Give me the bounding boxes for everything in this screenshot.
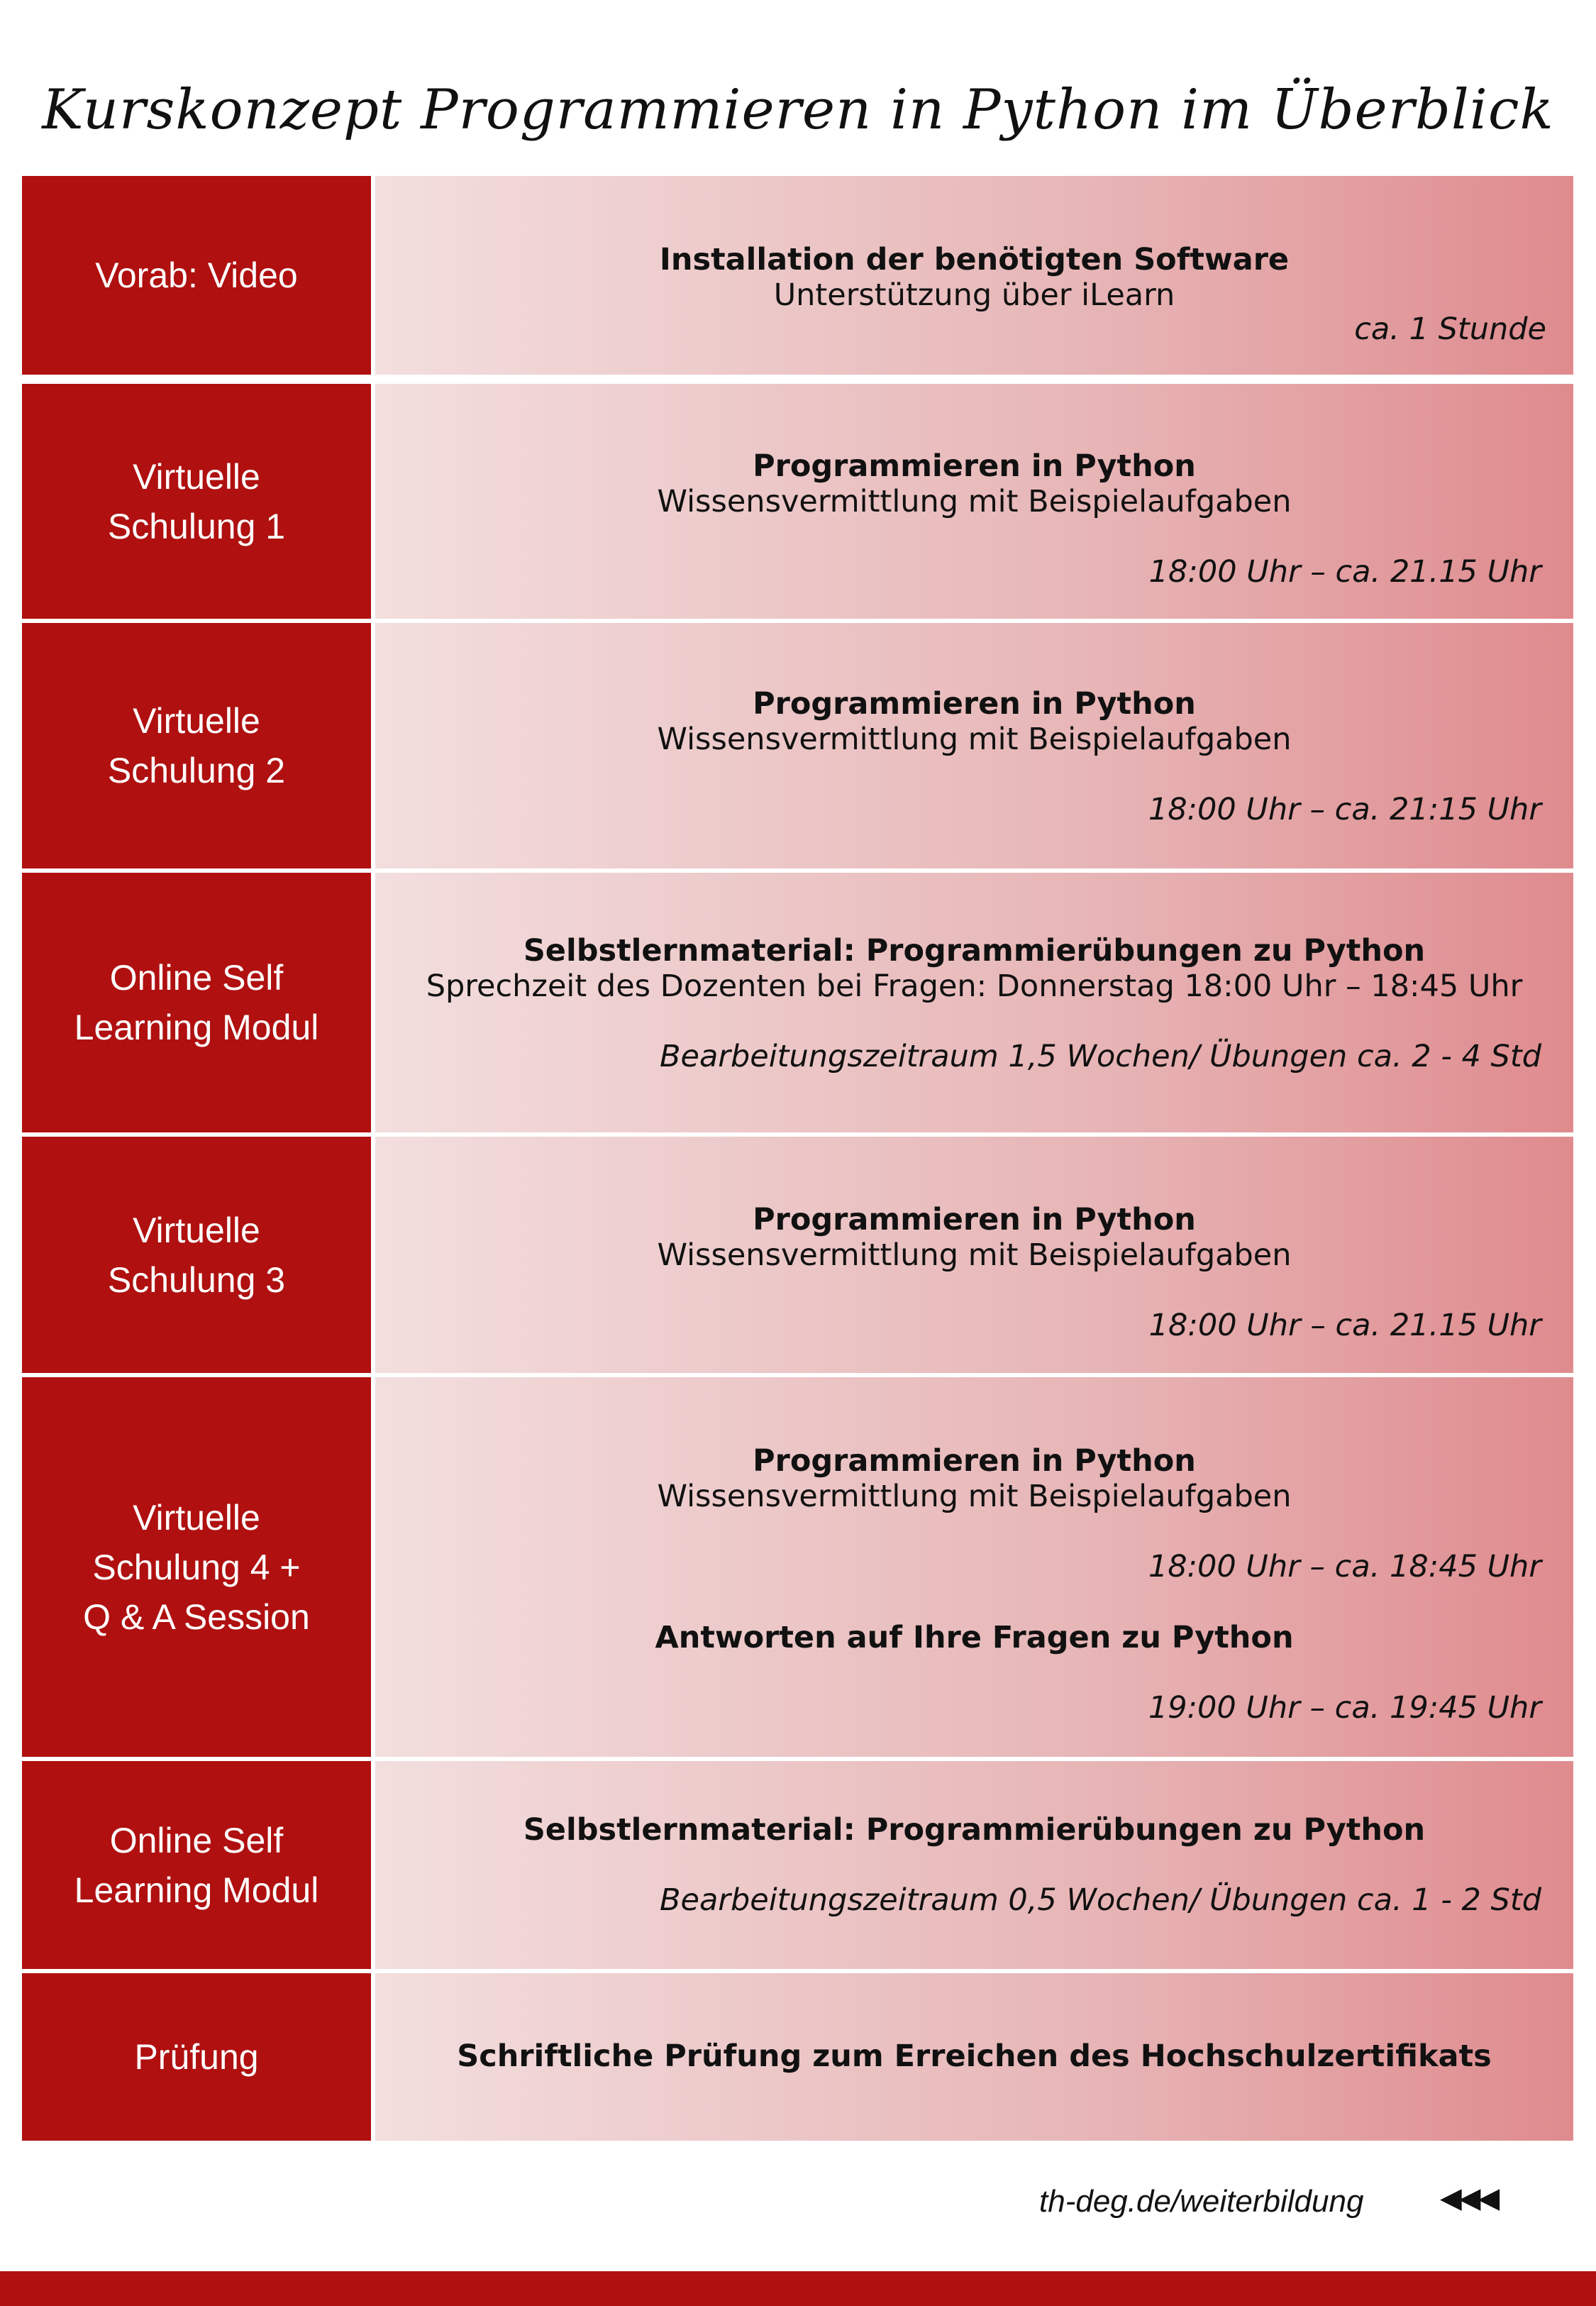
schedule-row-self-learning-2 — [22, 1761, 1573, 1969]
row-heading: Programmieren in Python — [753, 686, 1196, 722]
row-label: Virtuelle Schulung 2 — [22, 623, 371, 868]
row-subtitle: Wissensvermittlung mit Beispielaufgaben — [657, 484, 1292, 519]
row-label: Virtuelle Schulung 1 — [22, 384, 371, 619]
row-label: Prüfung — [22, 1973, 371, 2141]
row-content — [375, 1973, 1573, 2141]
row-time: ca. 1 Stunde — [1354, 311, 1546, 347]
row-time: 18:00 Uhr – ca. 21.15 Uhr — [1148, 1308, 1541, 1343]
schedule-row-schulung-1 — [22, 384, 1573, 619]
row-label: Vorab: Video — [22, 176, 371, 375]
row-label: Virtuelle Schulung 3 — [22, 1137, 371, 1373]
row-time-qa: 19:00 Uhr – ca. 19:45 Uhr — [1148, 1690, 1541, 1726]
row-label: Virtuelle Schulung 4 + Q & A Session — [22, 1377, 371, 1757]
row-subtitle: Wissensvermittlung mit Beispielaufgaben — [657, 1479, 1292, 1514]
row-content — [375, 1377, 1573, 1757]
page-title: Kurskonzept Programmieren in Python im Überblick — [42, 78, 1554, 142]
row-heading-qa: Antworten auf Ihre Fragen zu Python — [655, 1620, 1294, 1655]
bottom-accent-bar — [0, 2271, 1596, 2306]
row-heading: Programmieren in Python — [753, 1443, 1196, 1479]
row-content — [375, 623, 1573, 868]
schedule-row-self-learning-1 — [22, 873, 1573, 1132]
row-time: 18:00 Uhr – ca. 18:45 Uhr — [1148, 1549, 1541, 1584]
row-time: Bearbeitungszeitraum 1,5 Wochen/ Übungen ca. 2 - 4 Std — [659, 1039, 1541, 1074]
row-heading: Selbstlernmaterial: Programmierübungen zu Python — [523, 1812, 1426, 1848]
row-content — [375, 176, 1573, 375]
row-label: Online Self Learning Modul — [22, 873, 371, 1132]
triple-arrow-left-icon: ◀◀◀ — [1440, 2182, 1497, 2214]
row-time: Bearbeitungszeitraum 0,5 Wochen/ Übungen ca. 1 - 2 Std — [659, 1882, 1541, 1918]
schedule-row-schulung-2 — [22, 623, 1573, 868]
schedule-row-schulung-3 — [22, 1137, 1573, 1373]
row-label: Online Self Learning Modul — [22, 1761, 371, 1969]
row-content — [375, 1137, 1573, 1373]
row-time: 18:00 Uhr – ca. 21.15 Uhr — [1148, 554, 1541, 590]
schedule-row-video — [22, 176, 1573, 375]
row-heading: Programmieren in Python — [753, 448, 1196, 484]
row-content — [375, 1761, 1573, 1969]
row-heading: Schriftliche Prüfung zum Erreichen des Hochschulzertifikats — [457, 2039, 1492, 2074]
row-subtitle: Sprechzeit des Dozenten bei Fragen: Donnerstag 18:00 Uhr – 18:45 Uhr — [426, 969, 1523, 1004]
row-time: 18:00 Uhr – ca. 21:15 Uhr — [1148, 792, 1541, 827]
row-subtitle: Wissensvermittlung mit Beispielaufgaben — [657, 1237, 1292, 1273]
row-subtitle: Wissensvermittlung mit Beispielaufgaben — [657, 722, 1292, 757]
row-heading: Programmieren in Python — [753, 1202, 1196, 1237]
row-subtitle: Unterstützung über iLearn — [773, 277, 1175, 313]
footer-link[interactable]: th-deg.de/weiterbildung — [1039, 2184, 1364, 2219]
row-heading: Selbstlernmaterial: Programmierübungen zu Python — [523, 933, 1426, 969]
row-content — [375, 384, 1573, 619]
schedule-row-pruefung — [22, 1973, 1573, 2141]
row-heading: Installation der benötigten Software — [659, 242, 1290, 277]
schedule-row-schulung-4-qa — [22, 1377, 1573, 1757]
row-content — [375, 873, 1573, 1132]
